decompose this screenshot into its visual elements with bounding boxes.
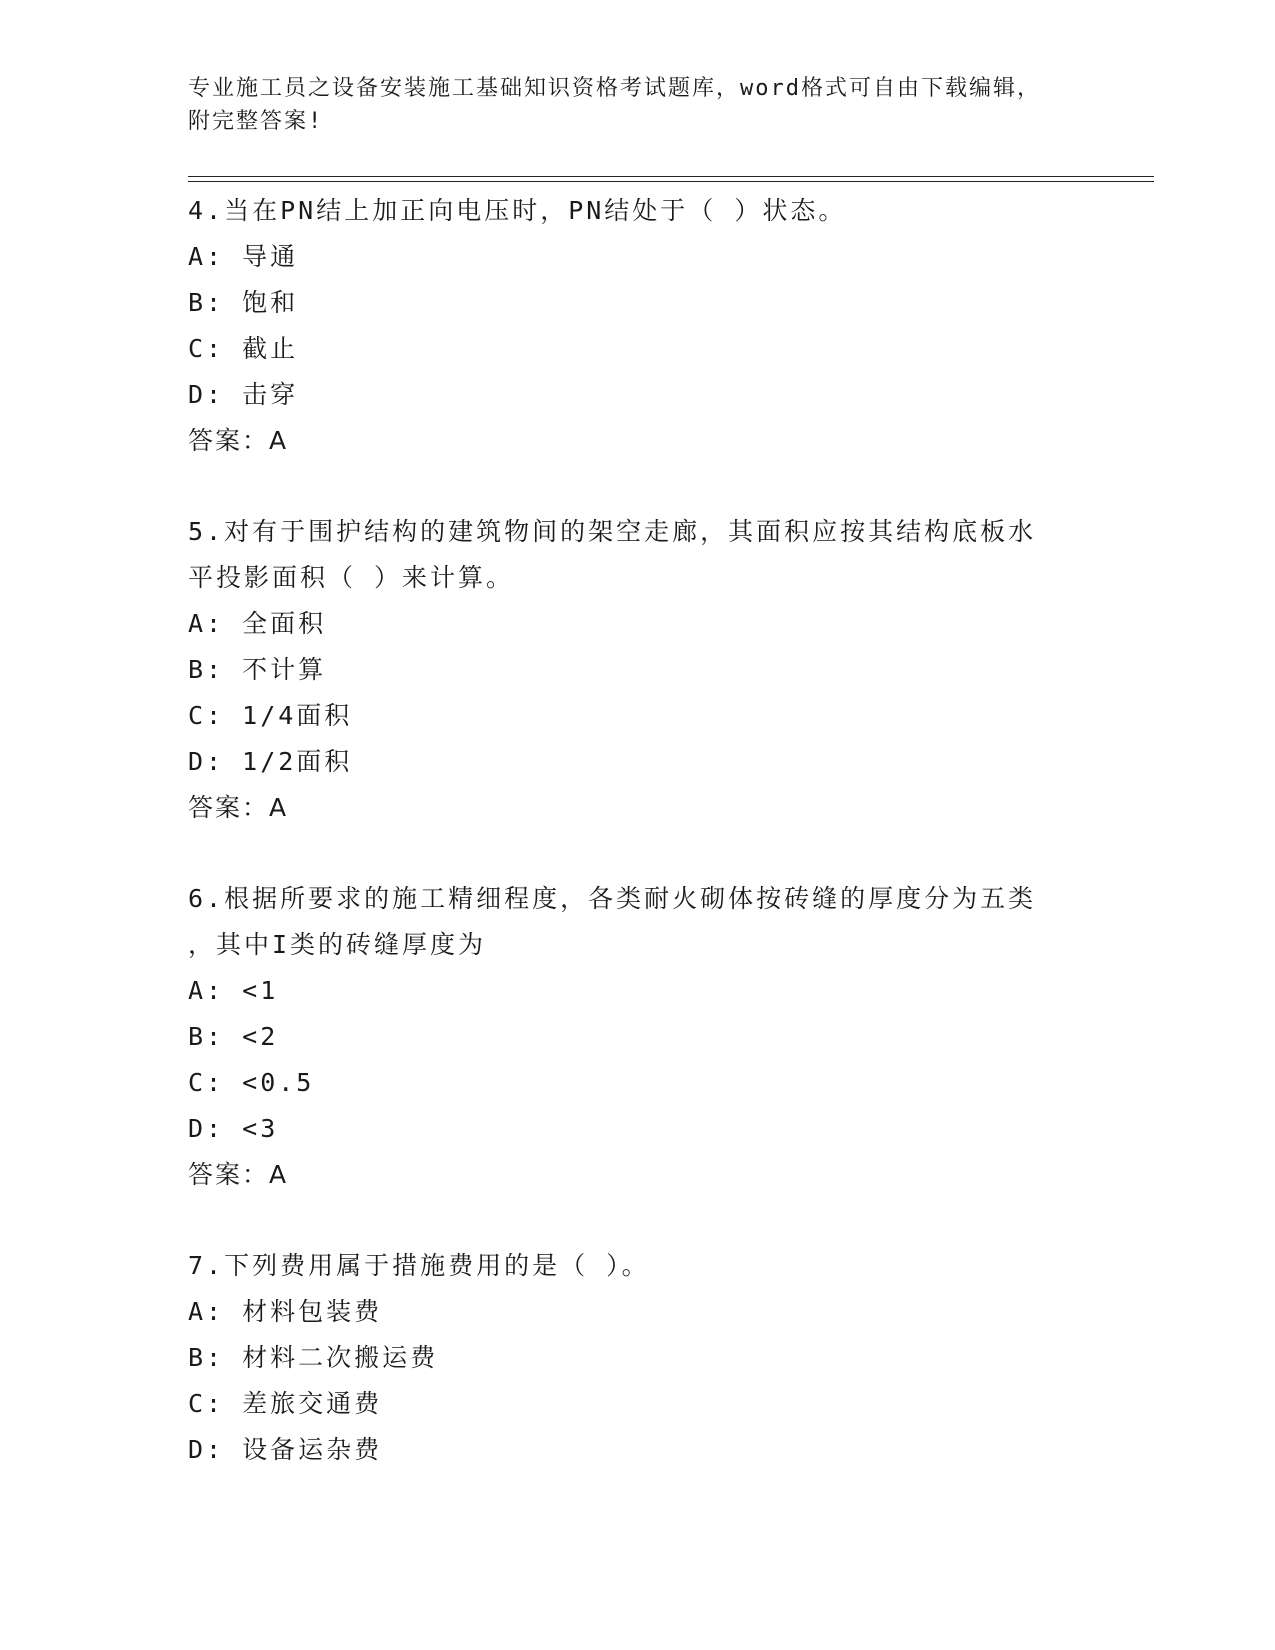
header-divider-top: [188, 176, 1154, 177]
option-d: D: 击穿: [188, 380, 299, 409]
question-5: [188, 509, 1088, 831]
document-header: [188, 72, 1088, 138]
question-4: [188, 188, 1088, 464]
option-d: D: 设备运杂费: [188, 1435, 383, 1464]
question-stem-line-2: ，其中I类的砖缝厚度为: [188, 930, 487, 959]
option-a: A: 全面积: [188, 609, 327, 638]
question-stem-line-2: 平投影面积（ ）来计算。: [188, 563, 515, 592]
question-stem: 7.下列费用属于措施费用的是（ ）。: [188, 1251, 650, 1280]
option-c: C: 差旅交通费: [188, 1389, 383, 1418]
header-line-2: 附完整答案!: [188, 109, 324, 134]
option-d: D: 1/2面积: [188, 747, 353, 776]
question-stem: 4.当在PN结上加正向电压时，PN结处于（ ）状态。: [188, 196, 847, 225]
question-list: [188, 188, 1088, 1518]
question-stem-line-1: 6.根据所要求的施工精细程度，各类耐火砌体按砖缝的厚度分为五类: [188, 884, 1037, 913]
option-a: A: 导通: [188, 242, 299, 271]
option-b: B: 饱和: [188, 288, 299, 317]
option-a: A: 材料包装费: [188, 1297, 383, 1326]
option-c: C: 截止: [188, 334, 299, 363]
option-b: B: 不计算: [188, 655, 327, 684]
answer-line: 答案：A: [188, 426, 289, 455]
option-b: B: <2: [188, 1022, 279, 1051]
option-a: A: <1: [188, 976, 279, 1005]
question-stem-line-1: 5.对有于围护结构的建筑物间的架空走廊，其面积应按其结构底板水: [188, 517, 1037, 546]
option-c: C: <0.5: [188, 1068, 315, 1097]
answer-line: 答案：A: [188, 793, 289, 822]
question-6: [188, 876, 1088, 1198]
answer-line: 答案：A: [188, 1160, 289, 1189]
option-c: C: 1/4面积: [188, 701, 353, 730]
option-b: B: 材料二次搬运费: [188, 1343, 439, 1372]
header-line-1: 专业施工员之设备安装施工基础知识资格考试题库，word格式可自由下载编辑，: [188, 76, 1041, 101]
question-7: [188, 1243, 1088, 1473]
header-divider-bottom: [188, 181, 1154, 182]
option-d: D: <3: [188, 1114, 279, 1143]
